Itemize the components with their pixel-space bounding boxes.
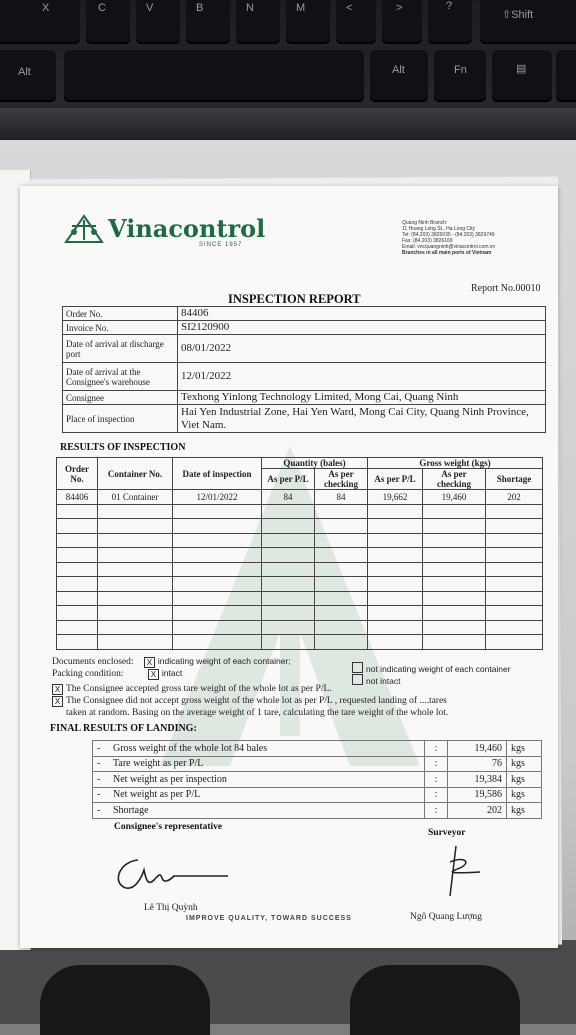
key-menu: ▤ xyxy=(492,50,552,102)
consignee-signature-icon xyxy=(108,850,238,900)
final-value-net-inspection: 19,384 xyxy=(448,772,507,788)
key-alt-left: Alt xyxy=(0,50,56,102)
dash: - xyxy=(93,741,110,757)
final-unit-net-inspection: kgs xyxy=(507,772,542,788)
dash: - xyxy=(93,772,110,788)
table-row xyxy=(57,533,543,548)
statement-accepted xyxy=(52,684,332,695)
cell-date: 12/01/2022 xyxy=(173,490,262,505)
table-row xyxy=(57,591,543,606)
packing-option-intact: intact xyxy=(161,668,183,678)
invoice-no-value: SI2120900 xyxy=(178,321,546,335)
col-qty-checking: As per checking xyxy=(315,469,368,490)
statement-not-accepted xyxy=(52,696,447,707)
final-label-tare: Tare weight as per P/L xyxy=(109,756,425,772)
arrival-warehouse-label: Date of arrival at the Consignee's warehouse xyxy=(63,363,178,391)
packing-row xyxy=(52,668,182,680)
key-x: X xyxy=(0,0,80,44)
surveyor-signature-icon xyxy=(420,842,500,902)
final-label-net-pl: Net weight as per P/L xyxy=(109,787,425,803)
final-unit-gross: kgs xyxy=(507,741,542,757)
company-since: SINCE 1957 xyxy=(199,242,243,248)
shadow xyxy=(350,965,520,1035)
cell-order-no: 84406 xyxy=(57,490,98,505)
cell-qty-pl: 84 xyxy=(262,490,315,505)
company-name: Vinacontrol xyxy=(108,214,266,243)
table-row xyxy=(93,772,542,788)
key-fn: Fn xyxy=(434,50,486,102)
table-row xyxy=(57,548,543,563)
table-row xyxy=(57,490,543,505)
results-title: RESULTS OF INSPECTION xyxy=(60,442,186,453)
branch-ports: Branches in all main ports of Vietnam xyxy=(402,250,492,256)
arrival-warehouse-value: 12/01/2022 xyxy=(178,363,546,391)
final-value-net-pl: 19,586 xyxy=(448,787,507,803)
checkbox-not-indicating xyxy=(352,662,363,673)
consignee-signer: Lê Thị Quỳnh xyxy=(144,903,198,913)
key-alt-right: Alt xyxy=(370,50,428,102)
table-row xyxy=(57,577,543,592)
checkbox-intact: X xyxy=(148,669,159,680)
final-value-tare: 76 xyxy=(448,756,507,772)
order-no-value: 84406 xyxy=(178,307,546,321)
consignee-rep-label: Consignee's representative xyxy=(114,822,223,832)
col-gross-pl: As per P/L xyxy=(368,469,423,490)
colon: : xyxy=(425,787,448,803)
order-info-table xyxy=(62,306,546,433)
key-question: ? xyxy=(428,0,472,44)
key-less-than: < xyxy=(336,0,376,44)
table-row xyxy=(93,756,542,772)
table-row xyxy=(57,504,543,519)
documents-enclosed-row xyxy=(52,656,291,668)
final-label-gross: Gross weight of the whole lot 84 bales xyxy=(109,741,425,757)
packing-label: Packing condition: xyxy=(52,669,124,679)
colon: : xyxy=(425,741,448,757)
checkbox-not-accepted: X xyxy=(52,696,63,707)
surveyor-label: Surveyor xyxy=(428,828,466,838)
place-value: Hai Yen Industrial Zone, Hai Yen Ward, Mong Cai City, Quang Ninh Province, Viet Nam. xyxy=(178,405,546,433)
col-quantity: Quantity (bales) xyxy=(262,458,368,469)
key-v: V xyxy=(136,0,180,44)
final-unit-shortage: kgs xyxy=(507,803,542,819)
order-no-label: Order No. xyxy=(63,307,178,321)
scales-logo-icon xyxy=(64,214,104,244)
final-unit-tare: kgs xyxy=(507,756,542,772)
col-gross-weight: Gross weight (kgs) xyxy=(368,458,543,469)
documents-enclosed-label: Documents enclosed: xyxy=(52,657,134,667)
table-row xyxy=(57,606,543,621)
key-edge xyxy=(556,50,576,102)
final-value-gross: 19,460 xyxy=(448,741,507,757)
colon: : xyxy=(425,772,448,788)
shadow xyxy=(40,965,210,1035)
colon: : xyxy=(425,803,448,819)
table-row xyxy=(57,562,543,577)
col-date: Date of inspection xyxy=(173,458,262,490)
cell-qty-checking: 84 xyxy=(315,490,368,505)
col-shortage: Shortage xyxy=(486,469,543,490)
cell-gross-pl: 19,662 xyxy=(368,490,423,505)
branch-info xyxy=(402,220,552,256)
surveyor-signer: Ngô Quang Lượng xyxy=(410,912,482,922)
laptop-edge xyxy=(0,108,576,140)
consignee-label: Consignee xyxy=(63,391,178,405)
key-b: B xyxy=(186,0,230,44)
cell-container-no: 01 Container xyxy=(98,490,173,505)
branch-name: Quang Ninh Branch: xyxy=(402,220,448,226)
statement-accepted-text: The Consignee accepted gross tare weight of the whole lot as per P/L. xyxy=(66,684,332,694)
key-c: C xyxy=(86,0,130,44)
colon: : xyxy=(425,756,448,772)
branch-tel: Tel: (84.203) 3825635 - (84.203) 3829749 xyxy=(402,232,495,238)
final-value-shortage: 202 xyxy=(448,803,507,819)
final-label-net-inspection: Net weight as per inspection xyxy=(109,772,425,788)
table-row xyxy=(93,803,542,819)
key-greater-than: > xyxy=(382,0,422,44)
consignee-value: Texhong Yinlong Technology Limited, Mong Cai, Quang Ninh xyxy=(178,391,546,405)
documents-option-indicating: indicating weight of each container; xyxy=(157,656,291,666)
statement-not-accepted-text: The Consignee did not accept gross weight of the whole lot as per P/L , requested landing of ....tares xyxy=(66,696,447,706)
packing-option-not-intact: not intact xyxy=(366,676,401,686)
report-title: INSPECTION REPORT xyxy=(228,292,361,306)
arrival-discharge-value: 08/01/2022 xyxy=(178,335,546,363)
checkbox-not-intact xyxy=(352,674,363,685)
final-label-shortage: Shortage xyxy=(109,803,425,819)
final-results-title: FINAL RESULTS OF LANDING: xyxy=(50,723,197,734)
packing-option2-row xyxy=(352,674,401,687)
inspection-report-page xyxy=(20,186,558,948)
final-results-table xyxy=(92,740,542,819)
key-m: M xyxy=(286,0,330,44)
results-table xyxy=(56,457,543,650)
col-gross-checking: As per checking xyxy=(423,469,486,490)
dash: - xyxy=(93,787,110,803)
branch-address: 11 Hoang Long St., Ha Long City xyxy=(402,226,476,232)
table-row xyxy=(57,519,543,534)
col-container-no: Container No. xyxy=(98,458,173,490)
cell-gross-checking: 19,460 xyxy=(423,490,486,505)
checkbox-indicating-weight: X xyxy=(144,657,155,668)
dash: - xyxy=(93,756,110,772)
invoice-no-label: Invoice No. xyxy=(63,321,178,335)
final-unit-net-pl: kgs xyxy=(507,787,542,803)
statement-not-accepted-cont: taken at random. Basing on the average weight of 1 tare, calculating the tare weight of the whole lot. xyxy=(66,708,449,718)
table-row xyxy=(93,787,542,803)
place-label: Place of inspection xyxy=(63,405,178,433)
col-order-no: Order No. xyxy=(57,458,98,490)
key-spacebar xyxy=(64,50,364,102)
company-motto: IMPROVE QUALITY, TOWARD SUCCESS xyxy=(186,915,352,922)
report-number: Report No.00010 xyxy=(471,283,541,294)
arrival-discharge-label: Date of arrival at discharge port xyxy=(63,335,178,363)
table-row xyxy=(57,620,543,635)
key-shift: ⇧Shift xyxy=(480,0,576,44)
table-row xyxy=(57,635,543,650)
laptop-keyboard xyxy=(0,0,576,140)
table-row xyxy=(93,741,542,757)
checkbox-accepted: X xyxy=(52,684,63,695)
dash: - xyxy=(93,803,110,819)
cell-shortage: 202 xyxy=(486,490,543,505)
branch-email: Email: vncquangninh@vinacontrol.com.vn xyxy=(402,244,496,250)
col-qty-pl: As per P/L xyxy=(262,469,315,490)
documents-option-not-indicating: not indicating weight of each container xyxy=(366,664,511,674)
key-n: N xyxy=(236,0,280,44)
branch-fax: Fax: (84.203) 3826169 xyxy=(402,238,453,244)
